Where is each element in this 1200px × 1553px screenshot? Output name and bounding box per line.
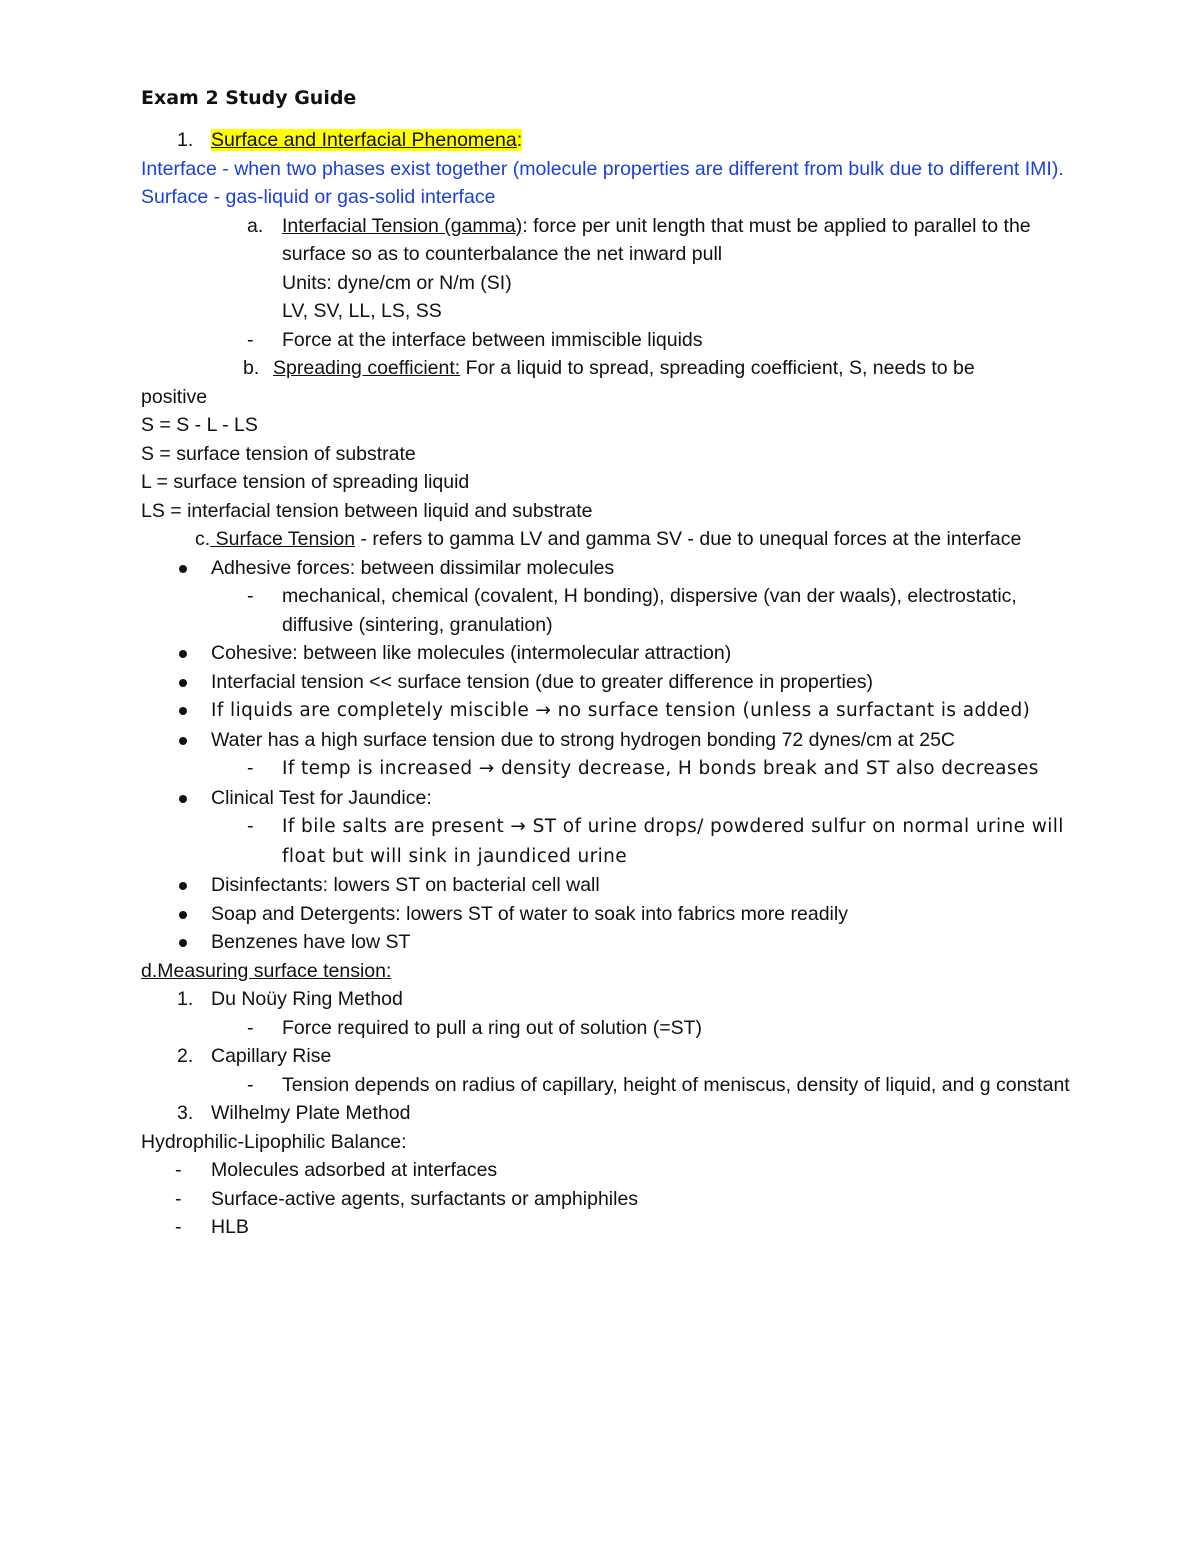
bullet-text: Interfacial tension << surface tension (due to greater difference in properties) — [211, 670, 873, 693]
hlb-item — [141, 1213, 1071, 1242]
equation-definition: L = surface tension of spreading liquid — [141, 471, 470, 493]
bullet-marker — [179, 939, 187, 947]
equation-definition: S = surface tension of substrate — [141, 442, 416, 465]
sub-dash-text: Tension depends on radius of capillary, height of meniscus, density of liquid, and g constant — [282, 1073, 1070, 1096]
bullet-item — [141, 696, 1071, 726]
equation-definition: LS = interfacial tension between liquid and substrate — [141, 499, 593, 522]
equation-line: S = S - L - LS — [141, 414, 258, 436]
bullet-item — [141, 928, 1071, 957]
sub-dash-item — [141, 754, 1071, 784]
units-line: Units: dyne/cm or N/m (SI) — [282, 271, 512, 294]
page-title: Exam 2 Study Guide — [141, 87, 357, 109]
sub-dash-item — [141, 1071, 1071, 1100]
dash-marker: - — [247, 328, 254, 351]
bullet-text: Water has a high surface tension due to strong hydrogen bonding 72 dynes/cm at 25C — [211, 728, 955, 751]
method-item — [141, 1099, 1071, 1128]
heading-colon: : — [516, 129, 523, 151]
bullet-item — [141, 726, 1071, 755]
sub-dash-text: Force required to pull a ring out of solution (=ST) — [282, 1016, 703, 1039]
dash-marker: - — [175, 1187, 182, 1210]
document-body — [141, 84, 1071, 1242]
bullet-marker — [179, 679, 187, 687]
list-number: 1. — [177, 988, 194, 1010]
bullet-text: Soap and Detergents: lowers ST of water to soak into fabrics more readily — [211, 902, 848, 925]
term-surface-tension: Surface Tension — [210, 528, 356, 550]
bullet-text: Adhesive forces: between dissimilar molecules — [211, 556, 615, 579]
method-item — [141, 985, 1071, 1014]
item-a — [141, 212, 1071, 269]
bullet-marker — [179, 882, 187, 890]
sub-dash-item — [141, 582, 1071, 639]
method-item — [141, 1042, 1071, 1071]
hlb-item-text: Molecules adsorbed at interfaces — [211, 1159, 498, 1181]
tension-types-line: LV, SV, LL, LS, SS — [282, 300, 442, 322]
surface-definition: Surface - gas-liquid or gas-solid interface — [141, 186, 496, 208]
method-text: Du Noüy Ring Method — [211, 988, 403, 1010]
method-text: Capillary Rise — [211, 1045, 332, 1067]
dash-marker: - — [247, 1073, 254, 1096]
list-number: 1. — [177, 129, 194, 151]
list-letter: b. — [243, 357, 260, 379]
item-b-description: For a liquid to spread, spreading coefficient, S, needs to be — [460, 357, 975, 379]
dash-marker: - — [175, 1159, 182, 1181]
bullet-marker — [179, 565, 187, 573]
bullet-marker — [179, 911, 187, 919]
bullet-text: Cohesive: between like molecules (intermolecular attraction) — [211, 642, 732, 664]
bullet-text: Disinfectants: lowers ST on bacterial cell wall — [211, 874, 600, 896]
sub-dash-text: If bile salts are present → ST of urine drops/ powdered sulfur on normal urine will float but will sink in jaundiced urine — [282, 816, 1064, 867]
sub-dash-text: mechanical, chemical (covalent, H bonding), dispersive (van der waals), electrostatic, diffusive (sintering, granulation) — [282, 585, 1017, 636]
method-text: Wilhelmy Plate Method — [211, 1102, 411, 1124]
list-number: 2. — [177, 1045, 194, 1067]
dash-item-text: Force at the interface between immiscible liquids — [282, 328, 703, 351]
dash-marker: - — [247, 585, 254, 607]
bullet-item — [141, 900, 1071, 929]
item-b — [141, 354, 1071, 383]
sub-dash-item — [141, 1014, 1071, 1043]
item-b-continuation: positive — [141, 385, 208, 408]
bullet-text: Clinical Test for Jaundice: — [211, 786, 432, 809]
dash-marker: - — [247, 815, 254, 837]
term-spreading-coefficient: Spreading coefficient: — [273, 357, 461, 379]
bullet-item — [141, 639, 1071, 668]
hlb-heading: Hydrophilic-Lipophilic Balance: — [141, 1130, 407, 1153]
bullet-item — [141, 554, 1071, 583]
item-a-description: : force per unit length that must be applied to parallel to the surface so as to counterbalance the net inward pull — [282, 214, 1031, 265]
hlb-item-text: HLB — [211, 1216, 249, 1238]
bullet-text: If liquids are completely miscible → no surface tension (unless a surfactant is added) — [211, 700, 1031, 721]
hlb-item — [141, 1185, 1071, 1214]
list-letter: a. — [247, 214, 264, 237]
list-number: 3. — [177, 1102, 194, 1124]
bullet-text: Benzenes have low ST — [211, 931, 411, 953]
interface-definition: Interface - when two phases exist together (molecule properties are different from bulk due to different IMI). — [141, 157, 1064, 180]
dash-marker: - — [247, 757, 254, 779]
bullet-marker — [179, 795, 187, 803]
section-heading-text: Surface and Interfacial Phenomena — [211, 129, 517, 151]
item-c-description: - refers to gamma LV and gamma SV - due to unequal forces at the interface — [355, 528, 1022, 550]
bullet-marker — [179, 737, 187, 745]
bullet-item — [141, 668, 1071, 697]
item-c — [141, 525, 1071, 554]
sub-dash-text: If temp is increased → density decrease, H bonds break and ST also decreases — [282, 758, 1039, 779]
hlb-item — [141, 1156, 1071, 1185]
bullet-marker — [179, 650, 187, 658]
item-d-heading: d.Measuring surface tension: — [141, 959, 392, 982]
term-interfacial-tension: Interfacial Tension (gamma) — [282, 214, 523, 237]
section-heading-1 — [141, 126, 1071, 155]
dash-item — [141, 326, 1071, 355]
dash-marker: - — [247, 1016, 254, 1039]
hlb-item-text: Surface-active agents, surfactants or amphiphiles — [211, 1187, 639, 1210]
list-letter: c. — [195, 528, 211, 550]
bullet-marker — [179, 707, 187, 715]
sub-dash-item — [141, 812, 1071, 871]
dash-marker: - — [175, 1216, 182, 1238]
bullet-item — [141, 784, 1071, 813]
bullet-item — [141, 871, 1071, 900]
